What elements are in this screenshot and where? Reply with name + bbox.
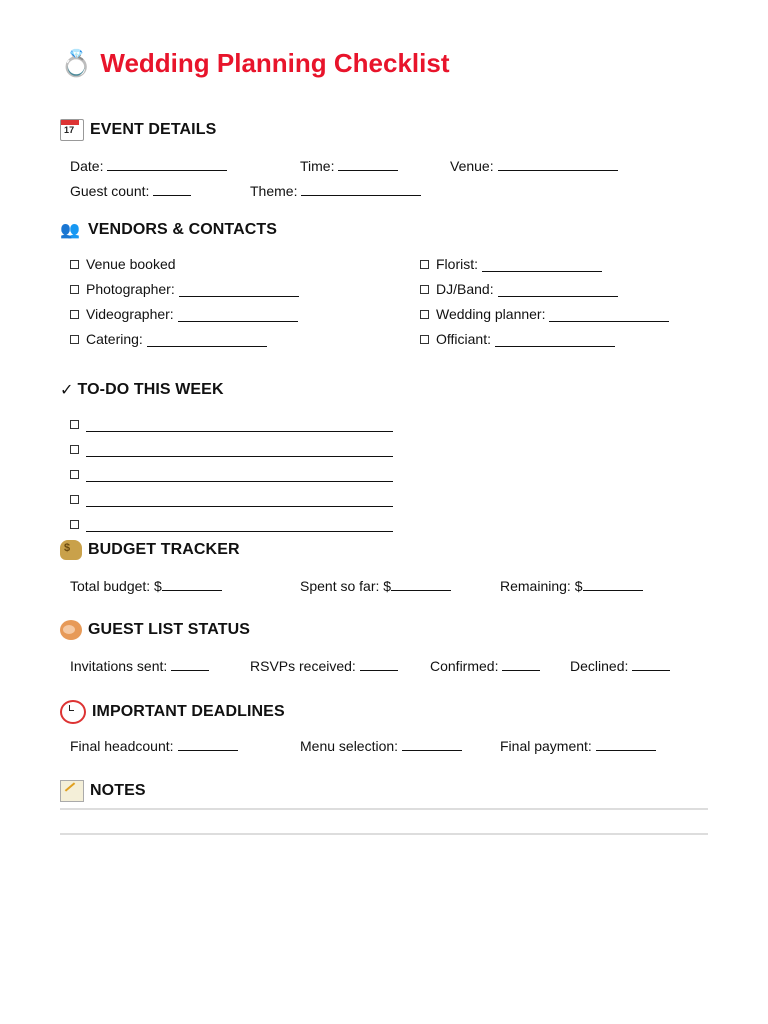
confirmed-label: Confirmed: [430, 658, 499, 674]
event-details-heading-text: EVENT DETAILS [90, 121, 217, 138]
vendor-catering[interactable] [70, 331, 267, 347]
final-headcount-blank[interactable] [178, 736, 238, 751]
checkbox[interactable] [70, 260, 79, 269]
deadlines-heading-text: IMPORTANT DEADLINES [92, 703, 285, 720]
remaining-field[interactable] [500, 576, 643, 594]
vendor-blank[interactable] [178, 307, 298, 322]
date-field[interactable] [70, 156, 227, 174]
final-payment-blank[interactable] [596, 736, 656, 751]
vendor-officiant[interactable] [420, 331, 615, 347]
todo-heading [60, 380, 224, 400]
notes-line[interactable] [60, 833, 708, 835]
final-headcount-label: Final headcount: [70, 738, 174, 754]
total-budget-blank[interactable] [162, 576, 222, 591]
rsvps-field[interactable] [250, 656, 398, 674]
vendor-label: Florist: [436, 256, 478, 272]
todo-blank[interactable] [86, 417, 393, 432]
todo-blank[interactable] [86, 467, 393, 482]
checkbox[interactable] [70, 285, 79, 294]
vendor-label: Photographer: [86, 281, 175, 297]
todo-item[interactable] [70, 417, 393, 432]
final-payment-field[interactable] [500, 736, 656, 754]
invitations-label: Invitations sent: [70, 658, 168, 674]
todo-item[interactable] [70, 442, 393, 457]
time-blank[interactable] [338, 156, 398, 171]
guest-list-heading-text: GUEST LIST STATUS [88, 621, 250, 638]
calendar-icon [60, 119, 84, 141]
theme-label: Theme: [250, 183, 298, 199]
people-icon: 👥 [60, 222, 81, 239]
checkbox[interactable] [420, 310, 429, 319]
vendor-venue-booked[interactable] [70, 256, 176, 272]
checkmark-icon: ✓ [60, 382, 74, 399]
checkbox[interactable] [420, 335, 429, 344]
alarm-clock-icon [60, 700, 86, 724]
declined-field[interactable] [570, 656, 670, 674]
checkbox[interactable] [420, 285, 429, 294]
notes-heading-text: NOTES [90, 782, 146, 799]
checkbox[interactable] [70, 445, 79, 454]
todo-item[interactable] [70, 467, 393, 482]
vendor-florist[interactable] [420, 256, 602, 272]
rsvps-label: RSVPs received: [250, 658, 356, 674]
spent-label: Spent so far: $ [300, 578, 392, 594]
ring-icon: 💍 [60, 48, 93, 78]
checkbox[interactable] [70, 335, 79, 344]
deadlines-heading [60, 700, 285, 724]
confirmed-field[interactable] [430, 656, 540, 674]
invitations-blank[interactable] [171, 656, 209, 671]
invitations-field[interactable] [70, 656, 209, 674]
person-icon [60, 620, 82, 640]
vendors-heading-text: VENDORS & CONTACTS [88, 221, 278, 238]
date-blank[interactable] [107, 156, 227, 171]
vendor-blank[interactable] [147, 332, 267, 347]
todo-item[interactable] [70, 492, 393, 507]
remaining-label: Remaining: $ [500, 578, 583, 594]
menu-selection-blank[interactable] [402, 736, 462, 751]
vendor-label: Wedding planner: [436, 306, 546, 322]
checkbox[interactable] [70, 495, 79, 504]
checkbox[interactable] [420, 260, 429, 269]
vendor-wedding-planner[interactable] [420, 306, 669, 322]
notes-heading [60, 780, 146, 802]
guest-count-field[interactable] [70, 181, 191, 199]
notes-line[interactable] [60, 808, 708, 810]
todo-item[interactable] [70, 517, 393, 532]
vendor-blank[interactable] [482, 257, 602, 272]
memo-icon [60, 780, 84, 802]
vendor-dj-band[interactable] [420, 281, 618, 297]
todo-heading-text: TO-DO THIS WEEK [77, 381, 224, 398]
guest-list-heading [60, 620, 250, 640]
checkbox[interactable] [70, 520, 79, 529]
checkbox[interactable] [70, 470, 79, 479]
theme-blank[interactable] [301, 181, 421, 196]
todo-blank[interactable] [86, 442, 393, 457]
todo-blank[interactable] [86, 492, 393, 507]
budget-heading [60, 540, 240, 560]
final-headcount-field[interactable] [70, 736, 238, 754]
vendor-blank[interactable] [179, 282, 299, 297]
vendor-blank[interactable] [495, 332, 615, 347]
vendor-videographer[interactable] [70, 306, 298, 322]
menu-selection-field[interactable] [300, 736, 462, 754]
vendor-label: Catering: [86, 331, 143, 347]
remaining-blank[interactable] [583, 576, 643, 591]
guest-count-blank[interactable] [153, 181, 191, 196]
date-label: Date: [70, 158, 104, 174]
theme-field[interactable] [250, 181, 421, 199]
page-title [60, 48, 449, 79]
vendor-label: Officiant: [436, 331, 491, 347]
vendor-label: Videographer: [86, 306, 174, 322]
todo-blank[interactable] [86, 517, 393, 532]
menu-selection-label: Menu selection: [300, 738, 399, 754]
total-budget-label: Total budget: $ [70, 578, 162, 594]
time-field[interactable] [300, 156, 398, 174]
event-details-heading [60, 119, 216, 141]
checkbox[interactable] [70, 310, 79, 319]
checkbox[interactable] [70, 420, 79, 429]
confirmed-blank[interactable] [502, 656, 540, 671]
vendors-heading [60, 220, 277, 240]
vendor-label: Venue booked [86, 256, 176, 272]
total-budget-field[interactable] [70, 576, 222, 594]
venue-blank[interactable] [498, 156, 618, 171]
declined-blank[interactable] [632, 656, 670, 671]
guest-count-label: Guest count: [70, 183, 150, 199]
page-title-text: Wedding Planning Checklist [100, 48, 450, 78]
declined-label: Declined: [570, 658, 629, 674]
rsvps-blank[interactable] [360, 656, 398, 671]
vendor-photographer[interactable] [70, 281, 299, 297]
vendor-label: DJ/Band: [436, 281, 494, 297]
time-label: Time: [300, 158, 335, 174]
money-bag-icon [60, 540, 82, 560]
spent-blank[interactable] [391, 576, 451, 591]
final-payment-label: Final payment: [500, 738, 592, 754]
venue-field[interactable] [450, 156, 618, 174]
vendor-blank[interactable] [498, 282, 618, 297]
budget-heading-text: BUDGET TRACKER [88, 541, 240, 558]
calendar-icon-day: 17 [64, 125, 75, 135]
vendor-blank[interactable] [549, 307, 669, 322]
spent-field[interactable] [300, 576, 451, 594]
venue-label: Venue: [450, 158, 494, 174]
money-bag-symbol: $ [64, 542, 71, 554]
